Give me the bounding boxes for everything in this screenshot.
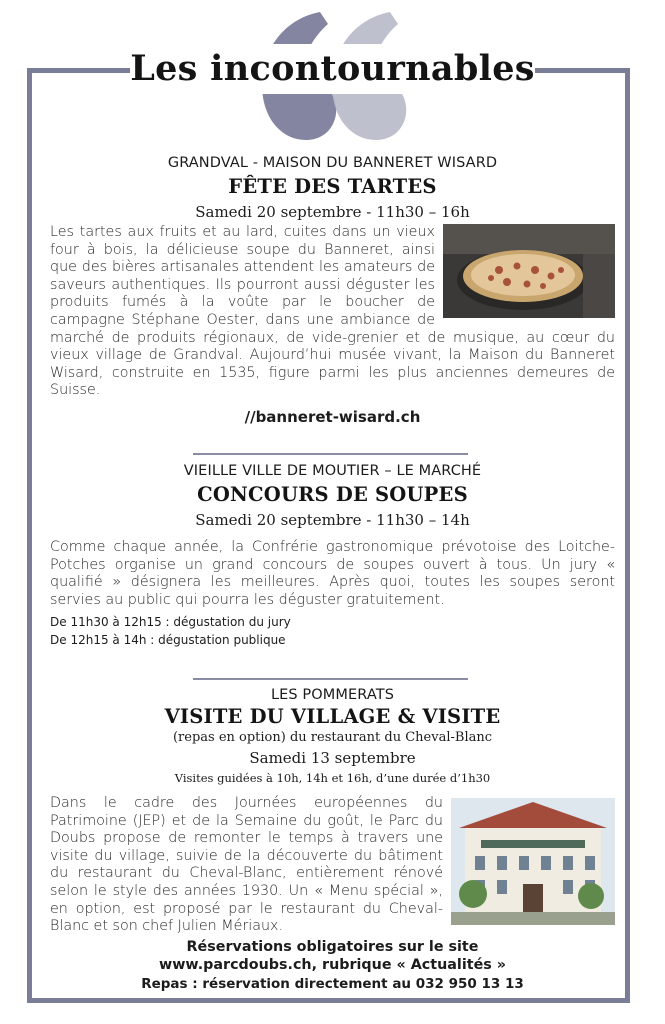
event-visit-times: Visites guidées à 10h, 14h et 16h, d’une durée d’1h30 xyxy=(174,771,491,785)
event-subtitle: (repas en option) du restaurant du Cheval-Blanc xyxy=(172,730,493,745)
event-description: Les tartes aux fruits et au lard, cuites dans un vieux four à bois, la délicieuse soupe du Banneret, ainsi que des bières artisanales attendent les amateurs de saveurs authentiques. Ils pourront aussi déguster les produits fumés à la voûte par le boucher de campagne Stéphane Oester, dans une ambiance de marché de produits régionaux, de vide-grenier et de musique, au cœur du vieux village de Grandval. Aujourd’hui musée vivant, la Maison du Banneret Wisard, construite en 1535, figure parmi les plus anciennes demeures de Suisse. xyxy=(50,224,615,399)
event-description: Comme chaque année, la Confrérie gastronomique prévotoise des Loitche-Potches organise un grand concours de soupes ouvert à tous. Un jury « qualifié » désignera les meilleures. Après quoi, toutes les soupes seront servies au public qui pourra les déguster gratuitement. xyxy=(50,539,615,608)
event-website-link[interactable]: //banneret-wisard.ch xyxy=(244,407,421,426)
event-date: Samedi 20 septembre - 11h30 – 16h xyxy=(195,203,470,221)
section-divider xyxy=(193,453,468,455)
event-date: Samedi 13 septembre xyxy=(249,749,416,767)
event-section-grandval xyxy=(50,153,615,428)
event-location: GRANDVAL - MAISON DU BANNERET WISARD xyxy=(167,155,498,171)
event-title: FÊTE DES TARTES xyxy=(228,175,437,198)
event-section-pommerats xyxy=(50,685,615,993)
reservation-phone: Repas : réservation directement au 032 950 13 13 xyxy=(141,975,524,992)
schedule-item: De 12h15 à 14h : dégustation publique xyxy=(50,633,286,648)
page-title: Les incontournables xyxy=(130,44,535,94)
event-date: Samedi 20 septembre - 11h30 – 14h xyxy=(195,511,470,529)
event-title: CONCOURS DE SOUPES xyxy=(197,483,468,506)
event-description: Dans le cadre des Journées européennes du Patrimoine (JEP) et de la Semaine du goût, le Parc du Doubs propose de remonter le temps à travers une visite du village, suivie de la découverte du bâtiment du restaurant du Cheval-Blanc, entièrement rénové selon le style des années 1930. Un « Menu spécial », en option, est proposé par le restaurant du Cheval-Blanc et son chef Julien Mériaux. xyxy=(50,795,443,935)
reservation-website[interactable]: www.parcdoubs.ch, rubrique « Actualités » xyxy=(159,957,506,974)
reservation-line: Réservations obligatoires sur le site xyxy=(186,938,479,955)
restaurant-photo xyxy=(451,798,615,925)
event-title: VISITE DU VILLAGE & VISITE xyxy=(164,705,501,728)
section-divider xyxy=(193,678,468,680)
tart-photo xyxy=(443,224,615,318)
event-section-moutier xyxy=(50,461,615,649)
schedule-item: De 11h30 à 12h15 : dégustation du jury xyxy=(50,615,291,630)
event-location: LES POMMERATS xyxy=(270,687,395,703)
event-location: VIEILLE VILLE DE MOUTIER – LE MARCHÉ xyxy=(183,463,482,479)
